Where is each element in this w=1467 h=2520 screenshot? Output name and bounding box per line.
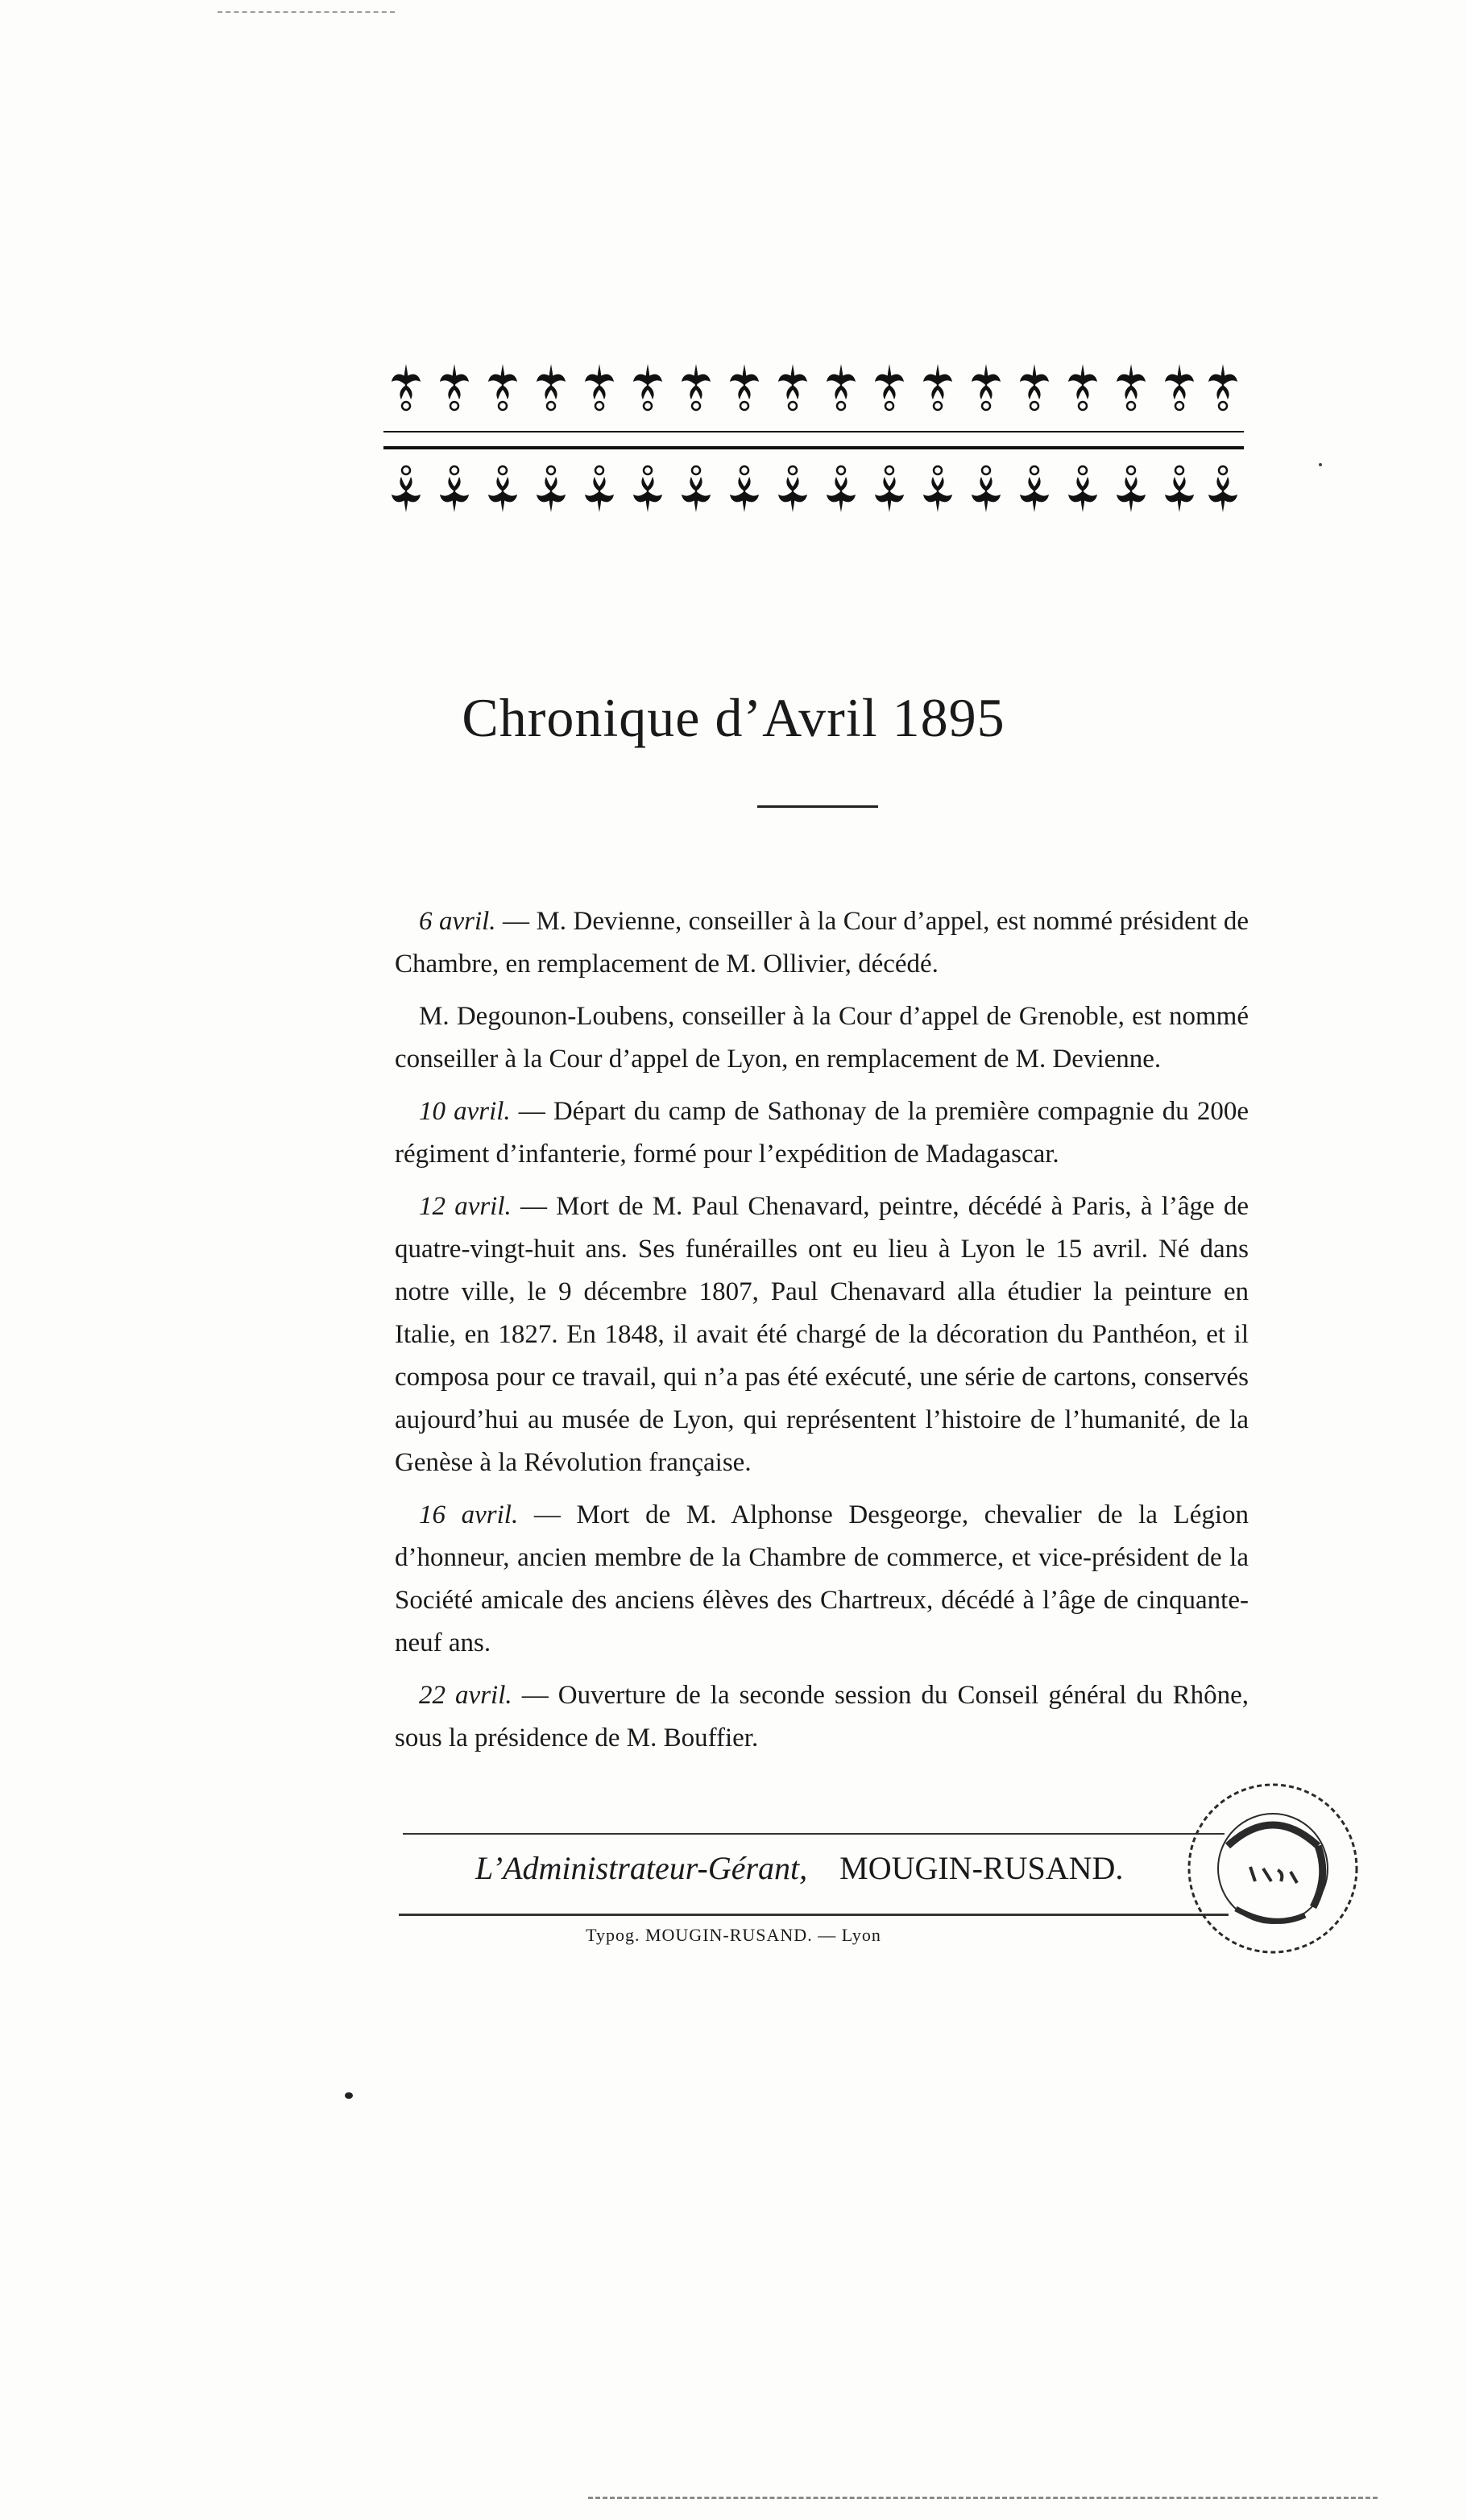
scan-edge-rule-top bbox=[218, 11, 395, 13]
signature-name: MOUGIN-RUSAND. bbox=[839, 1850, 1124, 1886]
signature-role: L’Administrateur-Gérant, bbox=[475, 1850, 808, 1886]
signature-rule-bottom bbox=[399, 1914, 1229, 1916]
entry-text: — Départ du camp de Sathonay de la première compagnie du 200e régiment d’infanterie, formé pour l’expédition de Madagascar. bbox=[395, 1097, 1249, 1169]
entry-22-avril bbox=[395, 1674, 1249, 1760]
entry-16-avril bbox=[395, 1494, 1249, 1665]
entry-date: 22 avril. bbox=[419, 1681, 512, 1710]
entry-6-avril-continued bbox=[395, 995, 1249, 1081]
printer-imprint: Typog. MOUGIN-RUSAND. — Lyon bbox=[586, 1925, 881, 1945]
entry-12-avril bbox=[395, 1186, 1249, 1484]
signature-line bbox=[475, 1849, 1123, 1887]
scan-edge-rule-bottom bbox=[588, 2497, 1378, 2499]
fleuron-ornament-band bbox=[379, 354, 1249, 548]
ink-speck bbox=[1319, 463, 1322, 466]
entry-10-avril bbox=[395, 1090, 1249, 1176]
title-underline-rule bbox=[757, 805, 878, 808]
ink-speck bbox=[345, 2092, 353, 2099]
page-title: Chronique d’Avril 1895 bbox=[462, 687, 1005, 748]
fleuron-row-bottom bbox=[392, 466, 1237, 512]
fleuron-row-top bbox=[392, 364, 1237, 410]
entry-text: M. Degounon-Loubens, conseiller à la Cour d’appel de Grenoble, est nommé conseiller à la Cour d’appel de Lyon, en remplacement de M. Devienne. bbox=[395, 1002, 1249, 1074]
library-stamp bbox=[1176, 1772, 1370, 1965]
entry-6-avril bbox=[395, 900, 1249, 986]
entry-date: 12 avril. bbox=[419, 1192, 512, 1221]
entry-text: — M. Devienne, conseiller à la Cour d’appel, est nommé président de Chambre, en remplacement de M. Ollivier, décédé. bbox=[395, 907, 1249, 979]
entry-date: 16 avril. bbox=[419, 1500, 519, 1529]
entry-date: 10 avril. bbox=[419, 1097, 511, 1126]
signature-rule-top bbox=[403, 1833, 1225, 1835]
chronicle-body bbox=[395, 900, 1249, 1769]
entry-text: — Ouverture de la seconde session du Conseil général du Rhône, sous la présidence de M. Bouffier. bbox=[395, 1681, 1249, 1752]
entry-text: — Mort de M. Paul Chenavard, peintre, décédé à Paris, à l’âge de quatre-vingt-huit ans. Ses funérailles ont eu lieu à Lyon le 15 avril. Né dans notre ville, le 9 décembre 1807, Paul Chenavard alla étudier la peinture en Italie, en 1827. En 1848, il avait été chargé de la décoration du Panthéon, et il composa pour ce travail, qui n’a pas été exécuté, une série de cartons, conservés aujourd’hui au musée de Lyon, qui représentent l’histoire de l’humanité, de la Genèse à la Révolution française. bbox=[395, 1192, 1249, 1477]
entry-text: — Mort de M. Alphonse Desgeorge, chevalier de la Légion d’honneur, ancien membre de la Chambre de commerce, et vice-président de la Société amicale des anciens élèves des Chartreux, décédé à l’âge de cinquante-neuf ans. bbox=[395, 1500, 1249, 1657]
entry-date: 6 avril. bbox=[419, 907, 496, 936]
